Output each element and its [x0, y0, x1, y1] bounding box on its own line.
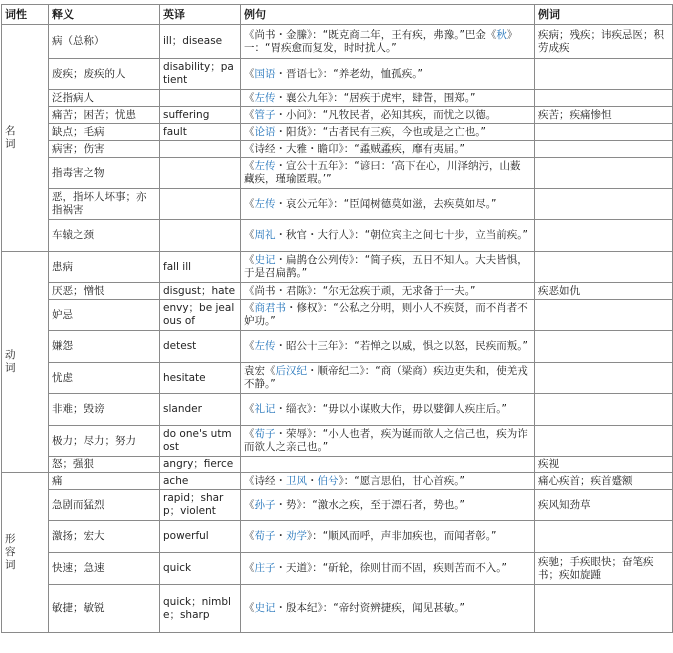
english-cell: quick: [160, 553, 241, 585]
example-text: 巴金《: [464, 28, 497, 41]
words-cell: [535, 331, 673, 363]
english-cell: ill；disease: [160, 25, 241, 59]
example-cell: [241, 189, 535, 220]
book-title-link[interactable]: 秋: [496, 28, 507, 41]
english-cell: [160, 158, 241, 189]
english-cell: angry；fierce: [160, 457, 241, 473]
table-row: [2, 220, 673, 252]
pos-label: [5, 125, 45, 151]
meaning-cell: 快速；急速: [49, 553, 160, 585]
example-text: ・哀公元年》：“臣闻树德莫如滋，去疾莫如尽。”: [275, 197, 497, 210]
book-title-link[interactable]: 卫风: [286, 474, 307, 487]
table-row: [2, 521, 673, 553]
english-cell: rapid；sharp；violent: [160, 490, 241, 521]
pos-char: 名: [5, 125, 16, 137]
book-title-link[interactable]: 孙子: [254, 498, 276, 511]
example-cell: [241, 90, 535, 107]
example-text: ・缁衣》：“毋以小谋败大作，毋以嬖御人疾庄后。”: [275, 403, 507, 415]
example-text: 《: [244, 125, 255, 138]
table-row: [2, 189, 673, 220]
pos-char: 词: [5, 138, 16, 150]
table-row: [2, 124, 673, 141]
book-title-link[interactable]: 左传: [254, 160, 276, 172]
words-cell: 疾苦；疾痛惨怛: [535, 107, 673, 124]
example-cell: [241, 457, 535, 473]
example-cell: [241, 59, 535, 90]
header-meaning: 释义: [49, 5, 160, 25]
example-text: 《: [244, 302, 255, 314]
meaning-cell: 忧虑: [49, 363, 160, 394]
header-example: 例句: [241, 5, 535, 25]
table-row: [2, 59, 673, 90]
words-cell: 疾风知劲草: [535, 490, 673, 521]
example-text: ・小问》：“凡牧民者，必知其疾，而忧之以德。: [275, 108, 497, 121]
words-cell: 疾视: [535, 457, 673, 473]
english-cell: disability；patient: [160, 59, 241, 90]
book-title-link[interactable]: 管子: [254, 108, 276, 121]
english-cell: detest: [160, 331, 241, 363]
example-text: ・宣公十五年》：“谚曰：‘高下在心，川泽纳污，山薮藏疾，瑾瑜匿瑕。’”: [244, 160, 521, 185]
words-cell: [535, 363, 673, 394]
example-text: 《: [244, 403, 255, 415]
table-row: [2, 300, 673, 331]
table-row: [2, 141, 673, 158]
words-cell: [535, 585, 673, 633]
example-text: ・天道》：“斫轮，徐则甘而不固，疾则苦而不入。”: [275, 562, 507, 574]
meaning-cell: 指毒害之物: [49, 158, 160, 189]
example-text: ・晋语七》：“养老幼，恤孤疾。”: [275, 67, 423, 80]
book-title-link[interactable]: 左传: [254, 197, 276, 210]
words-cell: 疾驰；手疾眼快；奋笔疾书；疾如旋踵: [535, 553, 673, 585]
example-text: ・: [307, 474, 318, 487]
meaning-cell: 非难；毁谤: [49, 394, 160, 426]
table-row: [2, 363, 673, 394]
meaning-cell: 妒忌: [49, 300, 160, 331]
table-row: [2, 585, 673, 633]
words-cell: [535, 220, 673, 252]
example-text: 《: [244, 229, 255, 241]
example-cell: [241, 521, 535, 553]
words-cell: [535, 521, 673, 553]
example-cell: [241, 158, 535, 189]
table-row: [2, 252, 673, 283]
english-cell: [160, 220, 241, 252]
book-title-link[interactable]: 左传: [254, 340, 276, 352]
example-cell: [241, 220, 535, 252]
example-cell: [241, 363, 535, 394]
words-cell: [535, 158, 673, 189]
example-text: 《: [244, 197, 255, 210]
table-row: [2, 553, 673, 585]
table-row: [2, 394, 673, 426]
meaning-cell: 怒；强狠: [49, 457, 160, 473]
table-row: [2, 457, 673, 473]
words-cell: [535, 300, 673, 331]
book-title-link[interactable]: 后汉纪: [275, 365, 307, 377]
table-row: [2, 426, 673, 457]
english-cell: slander: [160, 394, 241, 426]
english-cell: disgust；hate: [160, 283, 241, 300]
example-text: 《: [244, 602, 255, 614]
example-text: ・昭公十三年》：“若惮之以威，惧之以怒，民疾而叛。”: [275, 340, 528, 352]
book-title-link[interactable]: 荀子: [254, 530, 276, 542]
meaning-cell: 极力；尽力；努力: [49, 426, 160, 457]
meaning-cell: 病害；伤害: [49, 141, 160, 158]
meaning-cell: 车辕之颈: [49, 220, 160, 252]
words-cell: 痛心疾首；疾首蹙额: [535, 473, 673, 490]
example-text: ・修权》：“公私之分明，则小人不疾贤，而不肖者不妒功。”: [244, 302, 528, 327]
words-cell: [535, 252, 673, 283]
example-text: ・秋官・大行人》：“朝位宾主之间七十步，立当前疾。”: [275, 229, 528, 241]
example-text: 《: [244, 254, 255, 266]
words-cell: [535, 124, 673, 141]
english-cell: suffering: [160, 107, 241, 124]
words-cell: [535, 426, 673, 457]
pos-char: 动: [5, 349, 16, 361]
example-text: ・扁鹊仓公列传》：“简子疾，五日不知人。大夫皆惧，于是召扁鹊。”: [244, 254, 528, 279]
example-text: ・阳货》：“古者民有三疾，今也或是之亡也。”: [275, 125, 486, 138]
book-title-link[interactable]: 商君书: [254, 302, 286, 314]
words-cell: [535, 59, 673, 90]
pos-char: 形: [5, 533, 16, 545]
meaning-cell: 痛: [49, 473, 160, 490]
book-title-link[interactable]: 庄子: [254, 562, 276, 574]
example-text: 《: [244, 562, 255, 574]
book-title-link[interactable]: 劝学: [286, 530, 307, 542]
words-cell: 疾恶如仇: [535, 283, 673, 300]
table-row: [2, 107, 673, 124]
pos-char: 容: [5, 546, 16, 558]
meaning-cell: 痛苦；困苦；忧患: [49, 107, 160, 124]
book-title-link[interactable]: 礼记: [254, 403, 276, 415]
book-title-link[interactable]: 左传: [254, 91, 276, 104]
meaning-cell: 敏捷；敏锐: [49, 585, 160, 633]
example-cell: [241, 124, 535, 141]
english-cell: hesitate: [160, 363, 241, 394]
pos-char: 词: [5, 362, 16, 374]
english-cell: fall ill: [160, 252, 241, 283]
table-row: [2, 25, 673, 59]
example-text: 《: [244, 428, 255, 440]
english-cell: [160, 141, 241, 158]
example-cell: [241, 300, 535, 331]
book-title-link[interactable]: 荀子: [254, 428, 276, 440]
table-row: [2, 331, 673, 363]
book-title-link[interactable]: 史记: [254, 602, 276, 614]
example-text: 》：“愿言思伯，甘心首疾。”: [338, 474, 465, 487]
example-cell: [241, 490, 535, 521]
words-cell: 疾病；残疾；讳疾忌医；积劳成疾: [535, 25, 673, 59]
example-text: 《: [244, 160, 255, 172]
example-cell: [241, 107, 535, 124]
example-text: ・襄公九年》：“居疾于虎牢，肆眚，围郑。”: [275, 91, 476, 104]
example-cell: [241, 25, 535, 59]
example-cell: [241, 473, 535, 490]
example-text: 袁宏《: [244, 365, 276, 377]
dictionary-table: [1, 4, 673, 633]
meaning-cell: 泛指病人: [49, 90, 160, 107]
example-text: 《尚书・金縢》：“既克商二年，王有疾，弗豫。”: [244, 28, 465, 41]
example-text: ・荣辱》：“小人也者，疾为诞而欲人之信己也，疾为诈而欲人之亲己也。”: [244, 428, 528, 453]
meaning-cell: 激扬；宏大: [49, 521, 160, 553]
example-cell: [241, 585, 535, 633]
english-cell: fault: [160, 124, 241, 141]
meaning-cell: 患病: [49, 252, 160, 283]
meaning-cell: 嫌怨: [49, 331, 160, 363]
english-cell: powerful: [160, 521, 241, 553]
table-row: [2, 158, 673, 189]
header-row: [2, 5, 673, 25]
pos-cell: [2, 473, 49, 633]
meaning-cell: 急剧而猛烈: [49, 490, 160, 521]
words-cell: [535, 141, 673, 158]
meaning-cell: 废疾；废疾的人: [49, 59, 160, 90]
example-cell: [241, 141, 535, 158]
table-row: [2, 490, 673, 521]
table-row: [2, 473, 673, 490]
english-cell: envy；be jealous of: [160, 300, 241, 331]
meaning-cell: 厌恶；憎恨: [49, 283, 160, 300]
example-cell: [241, 426, 535, 457]
pos-cell: [2, 252, 49, 473]
english-cell: [160, 189, 241, 220]
example-text: 《: [244, 67, 255, 80]
english-cell: do one's utmost: [160, 426, 241, 457]
example-cell: [241, 394, 535, 426]
words-cell: [535, 394, 673, 426]
example-text: 《: [244, 108, 255, 121]
table-row: [2, 283, 673, 300]
meaning-cell: 病（总称）: [49, 25, 160, 59]
words-cell: [535, 189, 673, 220]
example-text: 《诗经・: [244, 474, 286, 487]
example-text: 《: [244, 91, 255, 104]
example-text: 《: [244, 340, 255, 352]
pos-label: [5, 349, 45, 375]
table-body: [2, 25, 673, 633]
words-cell: [535, 90, 673, 107]
book-title-link[interactable]: 国语: [254, 67, 276, 80]
book-title-link[interactable]: 论语: [254, 125, 276, 138]
pos-label: [5, 533, 45, 572]
pos-cell: [2, 25, 49, 252]
example-text: 《: [244, 498, 255, 511]
book-title-link[interactable]: 周礼: [254, 229, 276, 241]
english-cell: [160, 90, 241, 107]
example-text: 《尚书・君陈》：“尔无忿疾于顽，无求备于一夫。”: [244, 284, 476, 297]
example-text: 《诗经・大雅・瞻卬》：“蟊贼蟊疾，靡有夷届。”: [244, 142, 465, 155]
meaning-cell: 缺点；毛病: [49, 124, 160, 141]
meaning-cell: 恶，指坏人坏事；亦指祸害: [49, 189, 160, 220]
example-cell: [241, 252, 535, 283]
english-cell: ache: [160, 473, 241, 490]
example-text: 》一：“胃疾愈而复发，时时扰人。”: [244, 28, 518, 54]
pos-char: 词: [5, 559, 16, 571]
example-text: ・势》：“激水之疾，至于漂石者，势也。”: [275, 498, 465, 511]
book-title-link[interactable]: 伯兮: [317, 474, 339, 487]
example-text: ・顺帝纪二》：“商（梁商）疾边吏失和，使羌戎不静。”: [244, 365, 528, 390]
example-cell: [241, 553, 535, 585]
table-row: [2, 90, 673, 107]
book-title-link[interactable]: 史记: [254, 254, 276, 266]
example-text: 》：“顺风而呼，声非加疾也，而闻者彰。”: [307, 530, 497, 542]
example-text: 《: [244, 530, 255, 542]
english-cell: quick；nimble；sharp: [160, 585, 241, 633]
header-words: 例词: [535, 5, 673, 25]
example-cell: [241, 331, 535, 363]
example-text: ・: [275, 530, 286, 542]
header-pos: 词性: [2, 5, 49, 25]
example-text: ・殷本纪》：“帝纣资辨捷疾，闻见甚敏。”: [275, 602, 465, 614]
header-english: 英译: [160, 5, 241, 25]
example-cell: [241, 283, 535, 300]
